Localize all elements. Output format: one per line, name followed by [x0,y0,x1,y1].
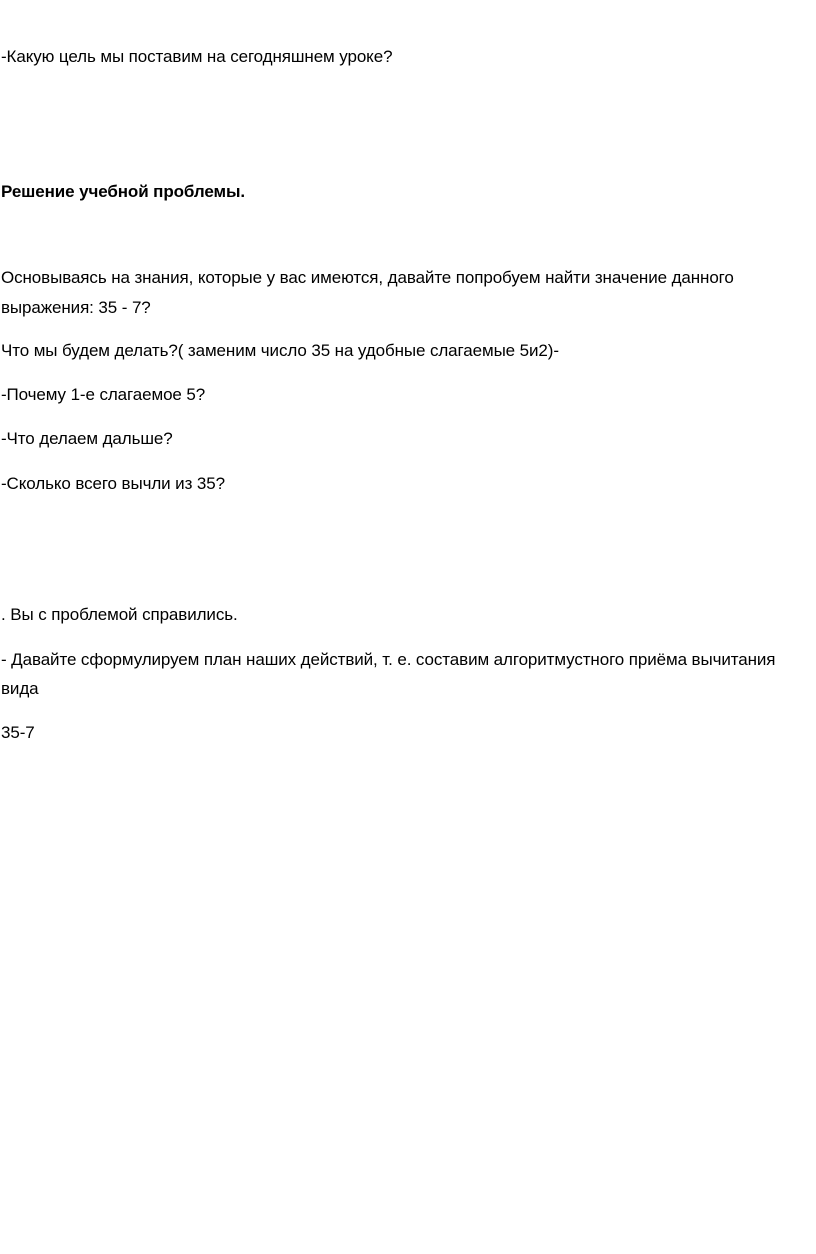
plan-line-1: - Давайте сформулируем план наших действий, т. е. составим алгоритмустного приёма вычитания [1,650,776,669]
what-to-do-question: Что мы будем делать?( заменим число 35 на удобные слагаемые 5и2)- [1,341,559,360]
intro-line-1: Основываясь на знания, которые у вас имеются, давайте попробуем найти значение данного [1,268,734,287]
what-next-question: -Что делаем дальше? [1,429,173,448]
goal-question: -Какую цель мы поставим на сегодняшнем уроке? [1,47,393,66]
why-first-question: -Почему 1-е слагаемое 5? [1,385,206,404]
section-heading: Решение учебной проблемы. [1,182,246,201]
how-many-question: -Сколько всего вычли из 35? [1,474,225,493]
plan-line-2: вида [1,679,39,698]
solved-statement: . Вы с проблемой справились. [1,605,238,624]
intro-line-2: выражения: 35 - 7? [1,298,151,317]
expression: 35-7 [1,723,35,742]
